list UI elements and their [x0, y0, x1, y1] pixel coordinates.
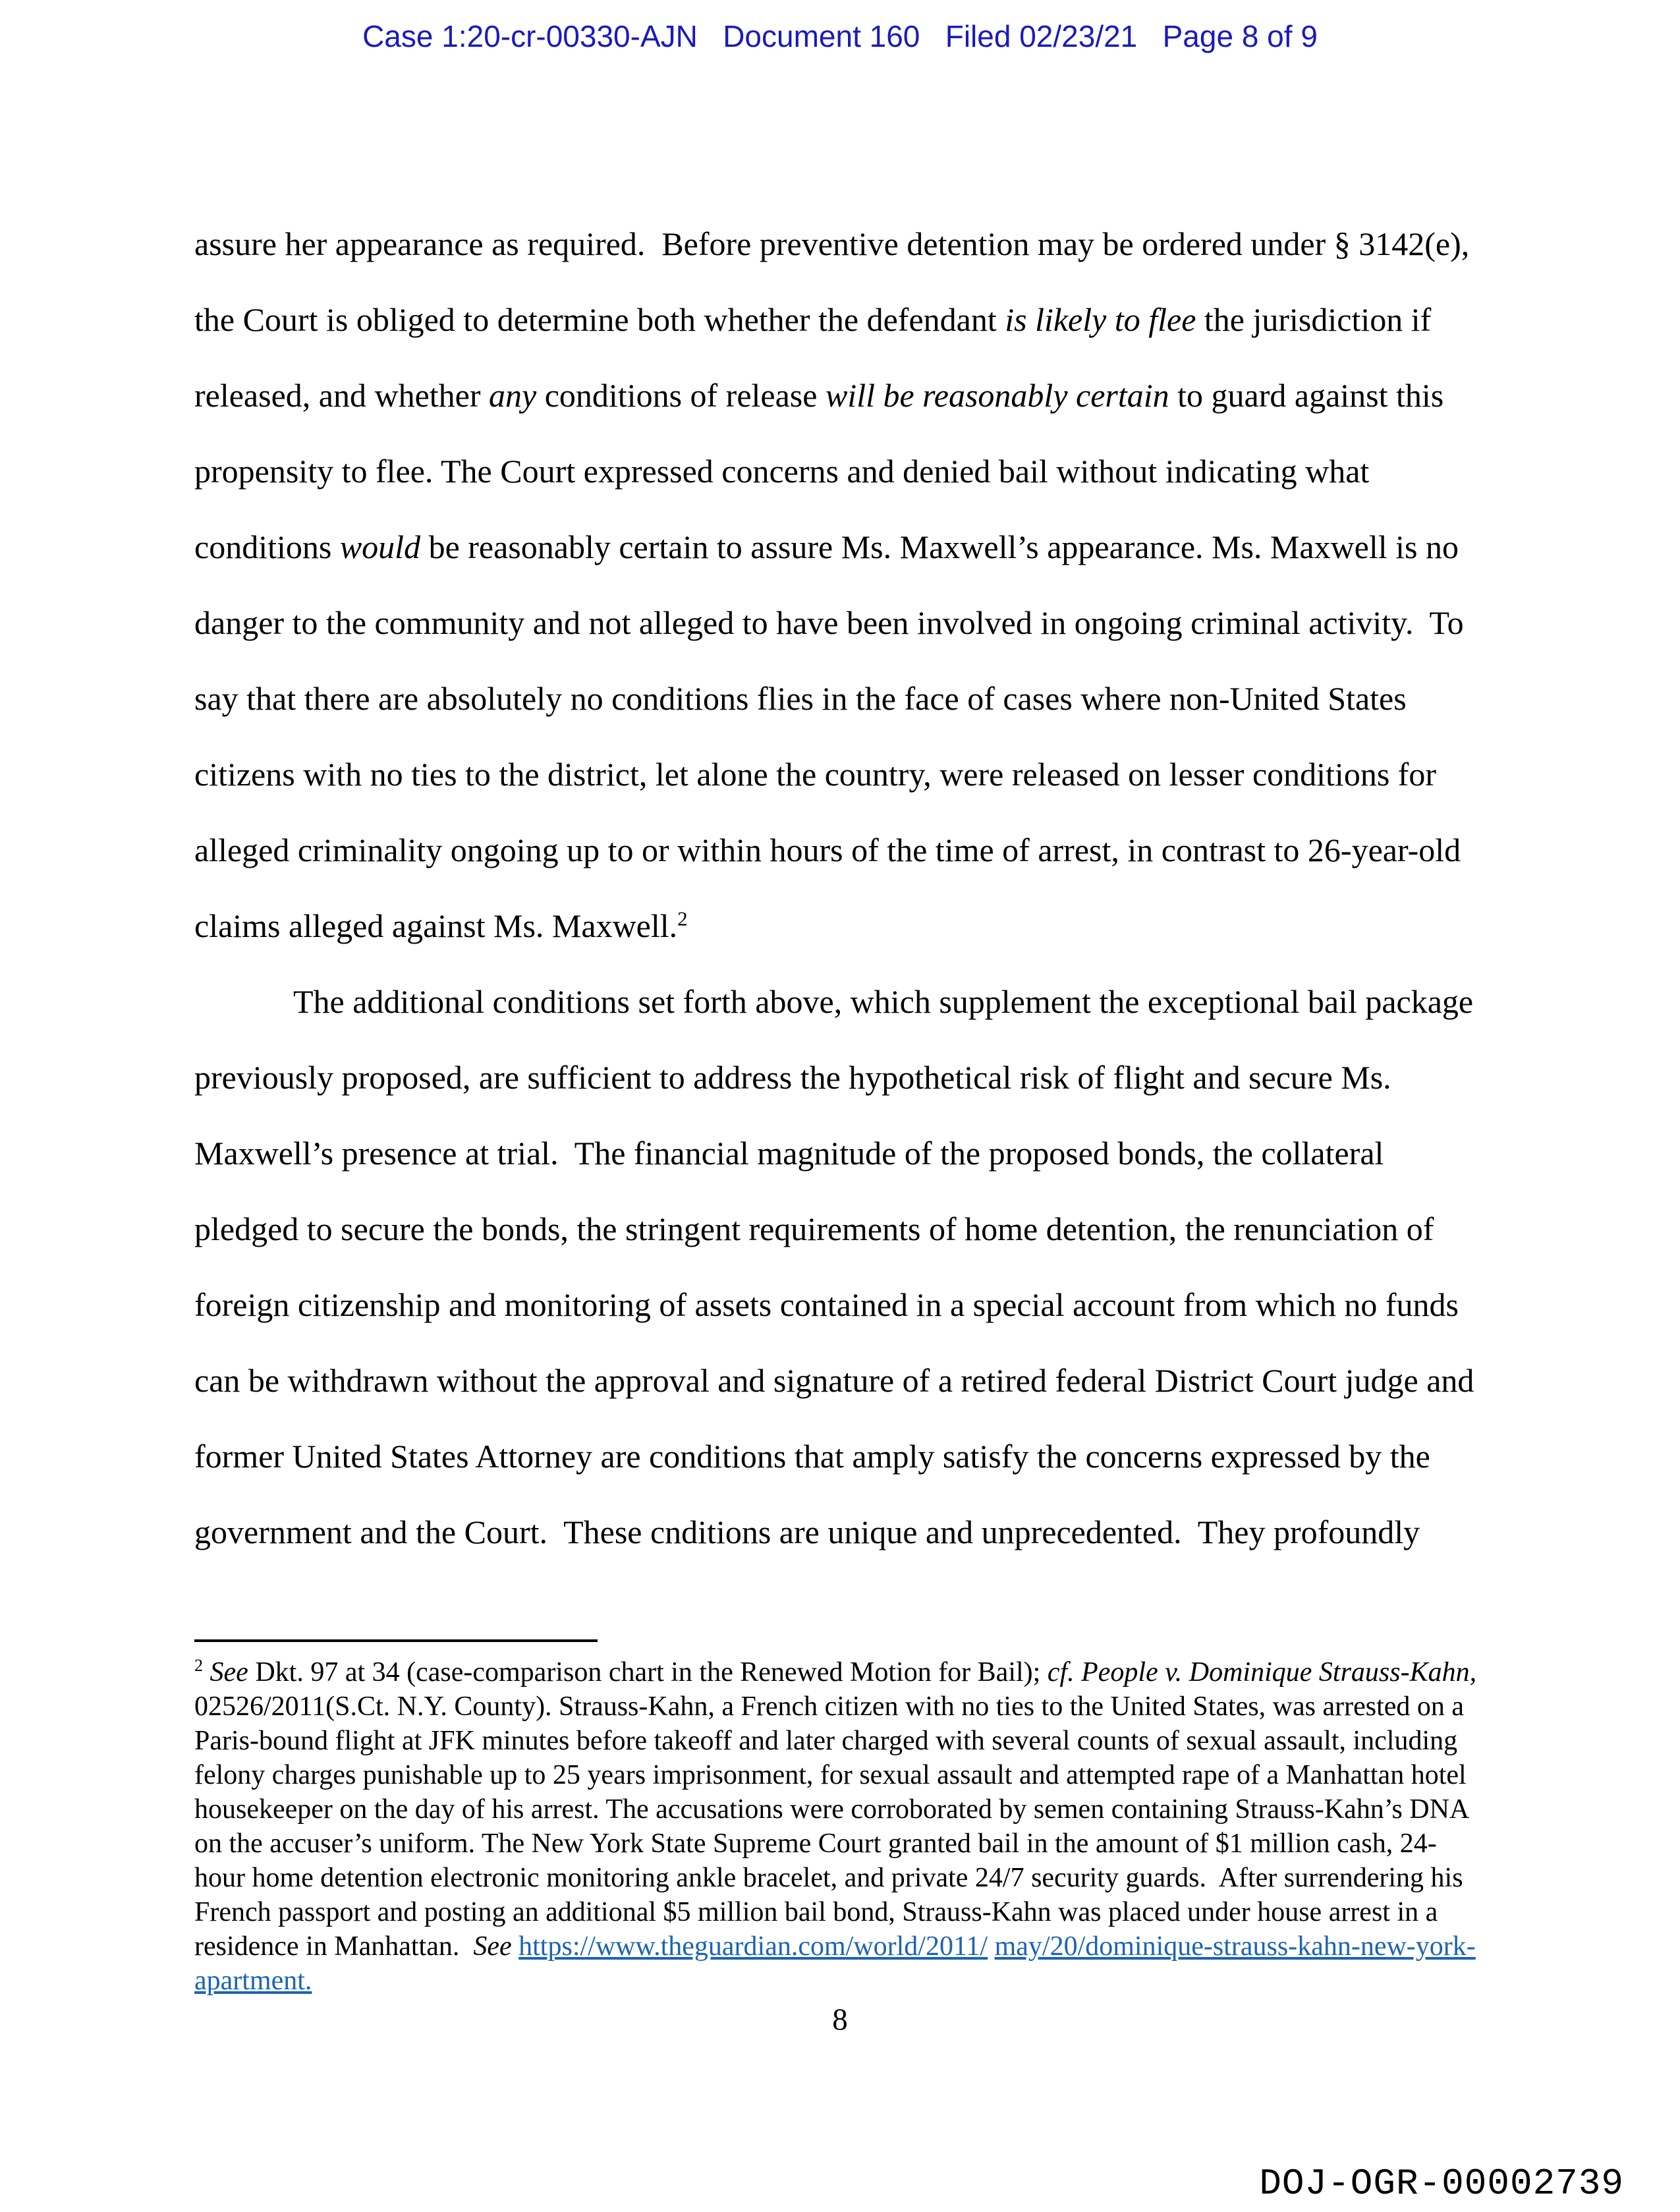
text-run: on the accuser’s uniform. The New York State Supreme Court granted bail in the amount of $1 million cash, 24-: [194, 1829, 1437, 1859]
text-run: propensity to flee. The Court expressed concerns and denied bail without indicating what: [194, 453, 1370, 490]
text-line: [194, 737, 1509, 812]
text-run: Dkt. 97 at 34 (case-comparison chart in the Renewed Motion for Bail);: [248, 1657, 1048, 1687]
text-line: [194, 1827, 1519, 1861]
text-run: residence in Manhattan.: [194, 1931, 474, 1962]
text-run: [203, 1657, 210, 1687]
body-text: [194, 206, 1509, 1570]
hyperlink[interactable]: apartment.: [194, 1966, 312, 1996]
text-line: [194, 1267, 1509, 1343]
text-line: [194, 1655, 1519, 1689]
text-run: Paris-bound flight at JFK minutes before takeoff and later charged with several counts of sexual assault, including: [194, 1726, 1458, 1756]
text-line: [194, 1724, 1519, 1758]
text-run: hour home detention electronic monitoring ankle bracelet, and private 24/7 security guards. After surrendering his: [194, 1863, 1463, 1893]
bates-number: DOJ-OGR-00002739: [1259, 2163, 1624, 2205]
text-line: [194, 1343, 1509, 1419]
text-run: claims alleged against Ms. Maxwell.: [194, 907, 678, 944]
text-line: [194, 1758, 1519, 1792]
text-run: 02526/2011(S.Ct. N.Y. County). Strauss-Kahn, a French citizen with no ties to the United States, was arrested on a: [194, 1691, 1465, 1722]
text-line: [194, 585, 1509, 661]
text-run: any: [489, 377, 537, 414]
text-run: is likely to flee: [1005, 301, 1196, 338]
text-line: [194, 282, 1509, 358]
text-run: French passport and posting an additional $5 million bail bond, Strauss-Kahn was placed under house arrest in a: [194, 1897, 1438, 1927]
paragraph: [194, 964, 1509, 1570]
text-line: [194, 1895, 1519, 1929]
text-line: [194, 206, 1509, 282]
text-line: [194, 1689, 1519, 1724]
text-run: the jurisdiction if: [1196, 301, 1432, 338]
text-run: [988, 1931, 995, 1962]
text-run: foreign citizenship and monitoring of assets contained in a special account from which no funds: [194, 1286, 1459, 1323]
text-line: [194, 1116, 1509, 1191]
text-run: would: [339, 528, 421, 565]
text-run: former United States Attorney are conditions that amply satisfy the concerns expressed by the: [194, 1438, 1430, 1475]
text-run: Maxwell’s presence at trial. The financial magnitude of the proposed bonds, the collateral: [194, 1135, 1384, 1172]
text-run: alleged criminality ongoing up to or within hours of the time of arrest, in contrast to 26-year-old: [194, 832, 1461, 868]
text-run: conditions of release: [536, 377, 826, 414]
paragraph: [194, 206, 1509, 964]
text-run: housekeeper on the day of his arrest. The accusations were corroborated by semen containing Strauss-Kahn’s DNA: [194, 1794, 1470, 1825]
hyperlink[interactable]: may/20/dominique-strauss-kahn-new-york-: [994, 1931, 1476, 1962]
text-run: released, and whether: [194, 377, 489, 414]
text-run: will be reasonably certain: [825, 377, 1169, 414]
text-line: [194, 1191, 1509, 1267]
text-run: citizens with no ties to the district, let alone the country, were released on lesser conditions for: [194, 756, 1437, 793]
text-line: [194, 1494, 1509, 1570]
text-run: government and the Court. These cnditions are unique and unprecedented. They profoundly: [194, 1514, 1420, 1550]
text-run: danger to the community and not alleged to have been involved in ongoing criminal activity. To: [194, 604, 1464, 641]
text-line: [194, 509, 1509, 585]
text-line: [194, 964, 1509, 1040]
text-line: [194, 812, 1509, 888]
footnote-ref: 2: [194, 1656, 204, 1675]
text-run: to guard against this: [1169, 377, 1444, 414]
text-line: [194, 358, 1509, 434]
footnote: [194, 1655, 1519, 1998]
text-run: pledged to secure the bonds, the stringent requirements of home detention, the renunciation of: [194, 1210, 1434, 1247]
text-line: [194, 1861, 1519, 1895]
footnote-separator: [194, 1639, 598, 1642]
text-run: [512, 1931, 519, 1962]
hyperlink[interactable]: https://www.theguardian.com/world/2011/: [518, 1931, 988, 1962]
text-line: [194, 1040, 1509, 1116]
text-line: [194, 434, 1509, 509]
text-run: felony charges punishable up to 25 years imprisonment, for sexual assault and attempted rape of a Manhattan hotel: [194, 1760, 1467, 1790]
text-line: [194, 1419, 1509, 1494]
text-run: See: [473, 1931, 512, 1962]
page-number: 8: [832, 2002, 848, 2037]
text-line: [194, 1964, 1519, 1998]
text-run: assure her appearance as required. Before preventive detention may be ordered under § 3142(e),: [194, 225, 1470, 262]
text-run: conditions: [194, 528, 340, 565]
text-run: The additional conditions set forth above, which supplement the exceptional bail package: [293, 983, 1474, 1020]
text-line: [194, 1792, 1519, 1827]
text-run: say that there are absolutely no conditions flies in the face of cases where non-United States: [194, 680, 1407, 717]
footnote-ref: 2: [677, 907, 688, 930]
text-run: previously proposed, are sufficient to address the hypothetical risk of flight and secure Ms.: [194, 1059, 1391, 1096]
text-run: the Court is obliged to determine both whether the defendant: [194, 301, 1005, 338]
text-run: See: [210, 1657, 248, 1687]
text-run: be reasonably certain to assure Ms. Maxwell’s appearance. Ms. Maxwell is no: [420, 528, 1459, 565]
text-run: cf. People v. Dominique Strauss-Kahn,: [1047, 1657, 1477, 1687]
text-run: can be withdrawn without the approval and signature of a retired federal District Court judge and: [194, 1362, 1474, 1399]
text-line: [194, 1929, 1519, 1964]
ecf-header-stamp: Case 1:20-cr-00330-AJN Document 160 Filed 02/23/21 Page 8 of 9: [362, 19, 1318, 53]
text-line: [194, 661, 1509, 737]
text-line: [194, 888, 1509, 964]
